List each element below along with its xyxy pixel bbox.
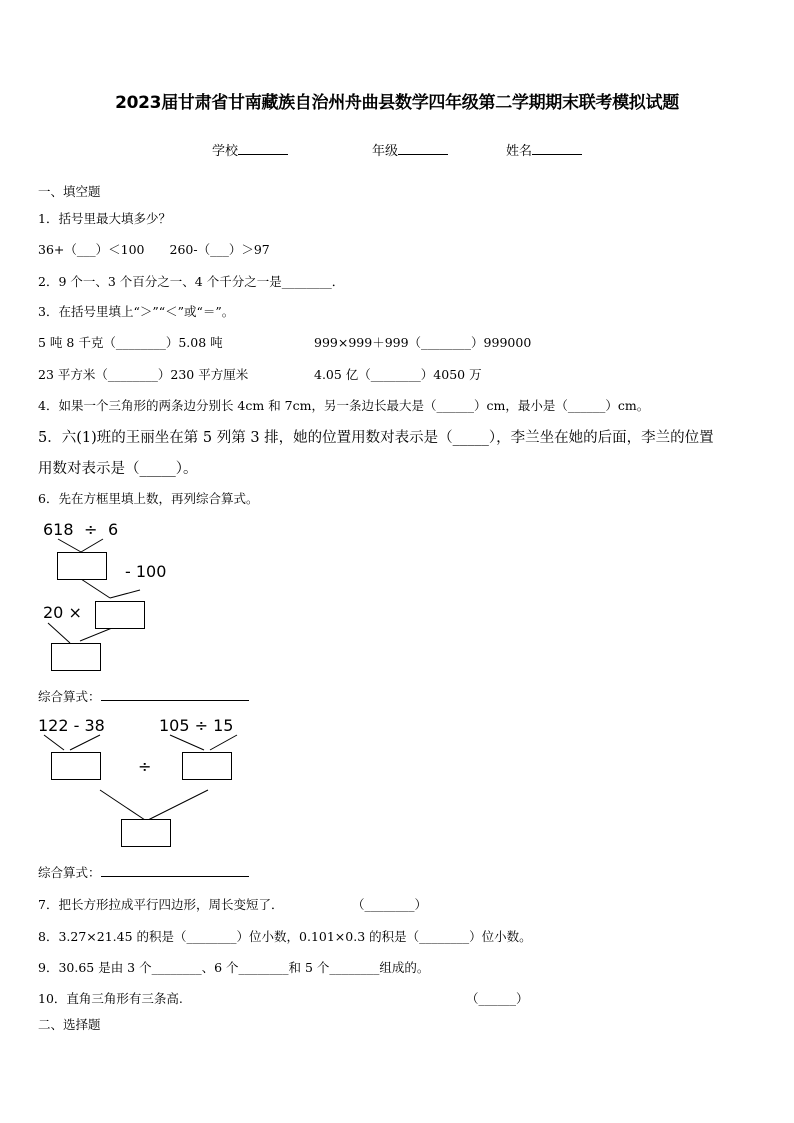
- question-10: 10．直角三角形有三条高.: [38, 991, 183, 1006]
- question-8: 8．3.27×21.45 的积是（________）位小数，0.101×0.3 的积是（________）位小数。: [38, 929, 532, 944]
- formula-1-blank[interactable]: [101, 688, 249, 701]
- question-5-line1: 5．六(1)班的王丽坐在第 5 列第 3 排，她的位置用数对表示是（_____），李兰坐在她的后面，李兰的位置: [38, 430, 714, 446]
- question-3-row2-right: 4.05 亿（________）4050 万: [314, 367, 482, 382]
- diagram1-operand-6: 6: [108, 520, 119, 539]
- question-10-answer[interactable]: （______）: [466, 991, 529, 1006]
- school-label: 学校: [212, 144, 239, 159]
- question-5-line2: 用数对表示是（_____）。: [38, 461, 198, 477]
- question-7: 7．把长方形拉成平行四边形，周长变短了．: [38, 897, 284, 912]
- question-1-line: 36+（___）＜100 260-（___）＞97: [38, 242, 270, 257]
- diagram1-answer-box-1[interactable]: [57, 552, 107, 580]
- diagram1-answer-box-3[interactable]: [51, 643, 101, 671]
- question-4: 4．如果一个三角形的两条边分别长 4cm 和 7cm，另一条边长最大是（______）cm，最小是（______）cm。: [38, 398, 650, 413]
- grade-label: 年级: [372, 144, 399, 159]
- question-9: 9．30.65 是由 3 个________、6 个________和 5 个________组成的。: [38, 960, 430, 975]
- question-3-row1-right: 999×999＋999（________）999000: [314, 335, 532, 350]
- name-label: 姓名: [506, 144, 533, 159]
- question-1-stem: 1．括号里最大填多少？: [38, 211, 171, 226]
- formula-2-blank[interactable]: [101, 864, 249, 877]
- diagram2-answer-box-left[interactable]: [51, 752, 101, 780]
- diagram1-operand-618: 618: [43, 520, 74, 539]
- question-3-row2-left: 23 平方米（________）230 平方厘米: [38, 367, 249, 382]
- formula-1-label: 综合算式：: [38, 687, 249, 705]
- diagram2-expression-left: 122 - 38: [38, 716, 105, 735]
- diagram1-minus-100: - 100: [125, 562, 167, 581]
- diagram2-divide-sign: ÷: [138, 757, 152, 776]
- question-3-stem: 3．在括号里填上“＞”“＜”或“＝”。: [38, 304, 235, 319]
- section-choice-heading: 二、选择题: [38, 1017, 101, 1032]
- question-3-row1-left: 5 吨 8 千克（________）5.08 吨: [38, 335, 223, 350]
- formula-2-label: 综合算式：: [38, 863, 249, 881]
- section-fill-blank-heading: 一、填空题: [38, 184, 101, 199]
- question-2: 2．9 个一、3 个百分之一、4 个千分之一是________．: [38, 274, 345, 289]
- diagram2-answer-box-right[interactable]: [182, 752, 232, 780]
- diagram1-20-times: 20 ×: [43, 603, 82, 622]
- diagram2-expression-right: 105 ÷ 15: [159, 716, 234, 735]
- diagram1-divide-sign: ÷: [84, 520, 98, 539]
- question-7-answer[interactable]: （________）: [352, 897, 428, 912]
- question-6-stem: 6．先在方框里填上数，再列综合算式。: [38, 491, 259, 506]
- diagram1-answer-box-2[interactable]: [95, 601, 145, 629]
- diagram2-answer-box-bottom[interactable]: [121, 819, 171, 847]
- page-title: 2023届甘肃省甘南藏族自治州舟曲县数学四年级第二学期期末联考模拟试题: [115, 93, 679, 113]
